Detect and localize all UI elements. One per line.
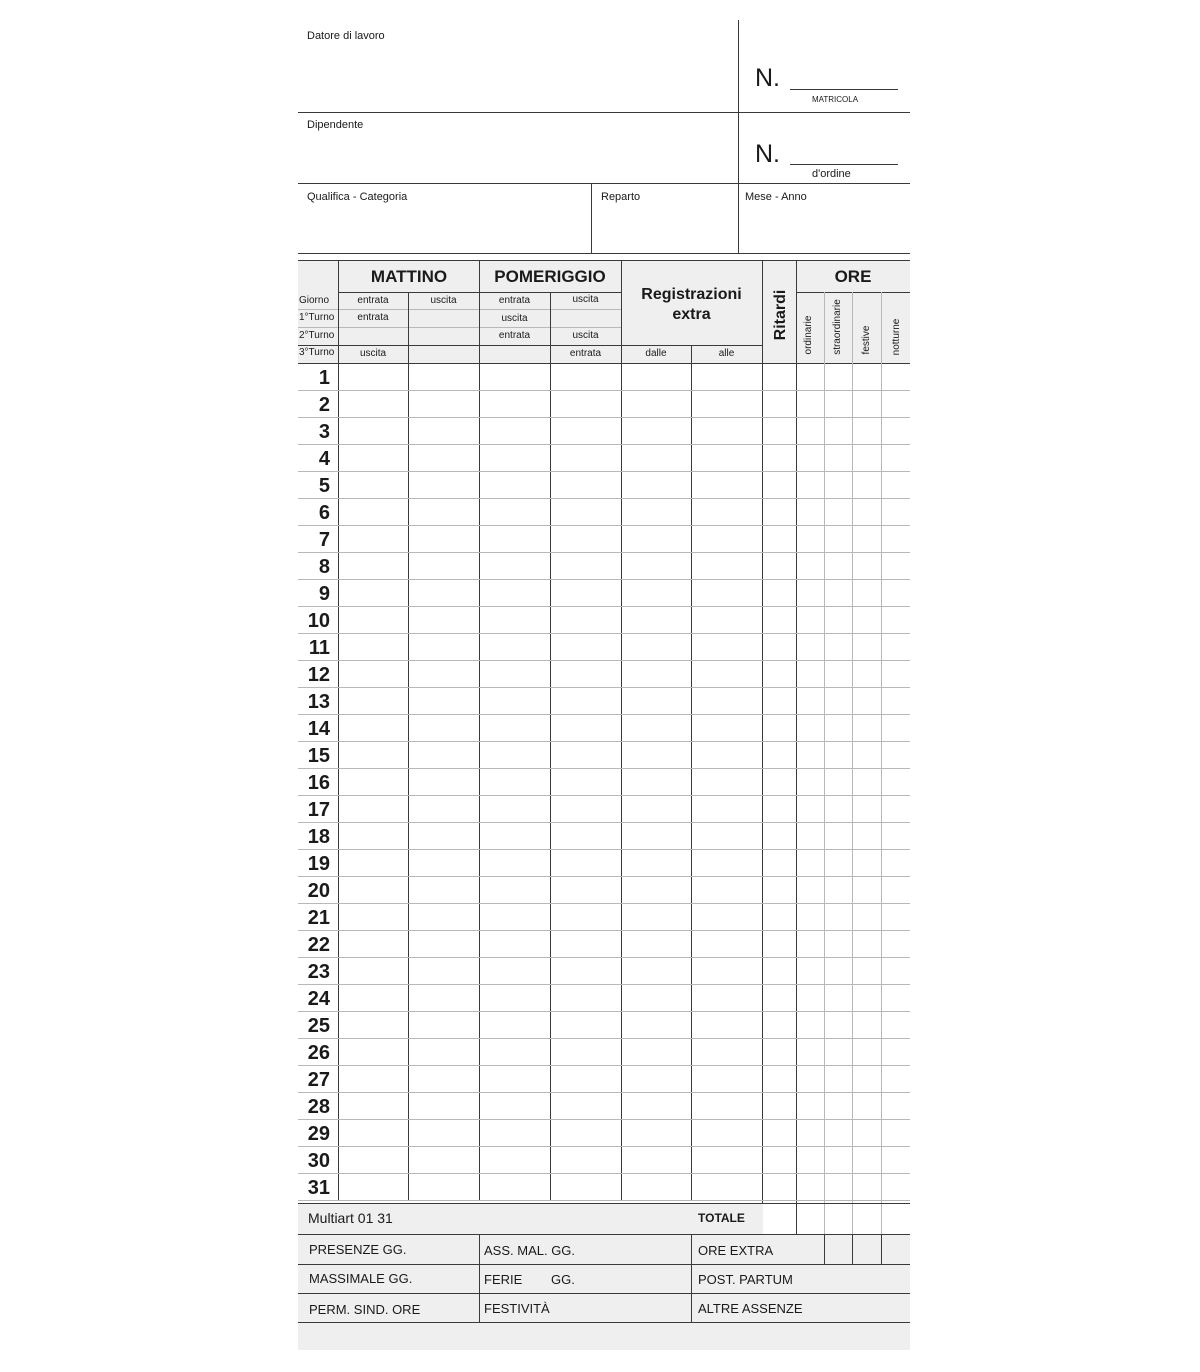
turno3-label: 3°Turno (299, 347, 335, 358)
table-row (298, 822, 910, 823)
ordine-n-label: N. (755, 140, 780, 168)
sub-column-divider (408, 292, 409, 1200)
table-row (298, 957, 910, 958)
day-number: 4 (318, 448, 330, 470)
day-number: 29 (307, 1123, 330, 1145)
turno1-entrata-label: entrata (357, 312, 389, 323)
turno3-uscita-label: uscita (359, 348, 387, 359)
ferie-gg-label: GG. (551, 1272, 575, 1287)
table-row (298, 633, 910, 634)
table-row (298, 417, 910, 418)
column-divider (762, 260, 763, 1200)
reparto-label: Reparto (601, 191, 641, 203)
massimale-label: MASSIMALE GG. (309, 1271, 413, 1286)
ordine-line[interactable] (790, 164, 898, 165)
ordine-label: d'ordine (812, 168, 851, 180)
header-rule (298, 253, 910, 254)
head-bottom-rule (298, 363, 910, 364)
footer-rule (298, 1234, 910, 1235)
column-divider (796, 1200, 797, 1234)
day-number: 19 (307, 853, 330, 875)
dalle-label: dalle (645, 348, 667, 359)
sub-column-divider (691, 345, 692, 1200)
ore-notturne-label: notturne (891, 318, 902, 356)
day-number: 5 (318, 475, 330, 497)
post-partum-label: POST. PARTUM (698, 1272, 793, 1287)
turno3-entrata-label: entrata (569, 348, 602, 359)
day-number: 21 (307, 907, 330, 929)
footer-rule (298, 1264, 910, 1265)
table-row (298, 1011, 910, 1012)
footer-rule (298, 1203, 910, 1204)
table-row (298, 1200, 910, 1201)
ore-extra-label: ORE EXTRA (698, 1243, 774, 1258)
day-number: 27 (307, 1069, 330, 1091)
reparto-divider (591, 183, 592, 253)
totale-label: TOTALE (698, 1211, 745, 1225)
employee-label: Dipendente (307, 119, 364, 131)
table-row (298, 1038, 910, 1039)
giorno-label: Giorno (299, 295, 330, 306)
table-row (298, 1173, 910, 1174)
presenze-label: PRESENZE GG. (309, 1242, 407, 1257)
table-row (298, 1146, 910, 1147)
turno1-uscita-label: uscita (501, 313, 528, 324)
column-divider (479, 260, 480, 1200)
ore-straordinarie-label: straordinarie (832, 299, 843, 355)
day-number: 18 (307, 826, 330, 848)
pomeriggio-entrata-label: entrata (498, 295, 531, 306)
pomeriggio-uscita-label: uscita (572, 294, 599, 305)
footer-rule (298, 1322, 910, 1323)
day-number: 1 (318, 367, 330, 389)
day-number: 30 (307, 1150, 330, 1172)
table-row (298, 1119, 910, 1120)
ore-festive-label: festive (861, 325, 872, 355)
turno2-entrata-label: entrata (498, 330, 531, 341)
day-number: 14 (307, 718, 330, 740)
header-divider (738, 20, 739, 253)
matricola-n-label: N. (755, 64, 780, 92)
day-number: 10 (307, 610, 330, 632)
day-number: 11 (308, 637, 330, 659)
column-divider (338, 260, 339, 1200)
ore-extra-box (824, 1234, 825, 1264)
day-number: 15 (307, 745, 330, 767)
footer-divider (691, 1234, 692, 1323)
turno1-label: 1°Turno (299, 312, 335, 323)
day-number: 12 (307, 664, 330, 686)
mattino-entrata-label: entrata (357, 295, 389, 306)
column-divider (621, 260, 622, 1200)
table-top-rule (298, 260, 910, 261)
turno2-uscita-label: uscita (572, 330, 599, 341)
table-row (298, 525, 910, 526)
day-number: 3 (318, 421, 330, 443)
day-number: 24 (307, 988, 330, 1010)
matricola-label: MATRICOLA (811, 95, 859, 104)
table-row (298, 1065, 910, 1066)
turno2-label: 2°Turno (299, 330, 335, 341)
table-row (298, 606, 910, 607)
table-row (298, 741, 910, 742)
ferie-label: FERIE (484, 1272, 523, 1287)
day-number: 16 (307, 772, 330, 794)
ore-heading: ORE (834, 267, 872, 286)
festivita-label: FESTIVITÀ (484, 1301, 550, 1316)
altre-assenze-label: ALTRE ASSENZE (698, 1301, 803, 1316)
mattino-uscita-label: uscita (430, 295, 457, 306)
employer-label: Datore di lavoro (307, 30, 385, 42)
registrazioni-heading: Registrazioni (641, 286, 742, 303)
day-number: 6 (318, 502, 330, 524)
day-number: 22 (307, 934, 330, 956)
day-number: 7 (318, 529, 330, 551)
time-card (298, 20, 910, 1350)
table-row (298, 390, 910, 391)
pomeriggio-heading: POMERIGGIO (494, 267, 606, 286)
table-row (298, 1092, 910, 1093)
table-row (298, 552, 910, 553)
day-number: 31 (307, 1177, 330, 1199)
ore-sub-rule (796, 292, 910, 293)
perm-sind-label: PERM. SIND. ORE (309, 1302, 421, 1317)
day-number: 20 (307, 880, 330, 902)
day-number: 26 (307, 1042, 330, 1064)
day-number: 13 (307, 691, 330, 713)
table-row (298, 768, 910, 769)
table-row (298, 876, 910, 877)
turno-rule (298, 345, 763, 346)
header-rule (298, 183, 910, 184)
column-divider (796, 260, 797, 1200)
table-row (298, 471, 910, 472)
turno-rule (298, 309, 621, 310)
turno-rule (298, 327, 621, 328)
extra-heading: extra (672, 306, 711, 323)
header-rule (298, 112, 910, 113)
ore-extra-box (881, 1234, 882, 1264)
table-row (298, 930, 910, 931)
ritardi-heading: Ritardi (772, 289, 789, 341)
footer-rule (298, 1293, 910, 1294)
alle-label: alle (718, 348, 735, 359)
day-number: 9 (318, 583, 330, 605)
table-row (298, 714, 910, 715)
day-number: 2 (318, 394, 330, 416)
day-number: 25 (307, 1015, 330, 1037)
ore-ordinarie-label: ordinarie (803, 315, 814, 355)
mese-anno-label: Mese - Anno (745, 191, 807, 203)
table-row (298, 444, 910, 445)
bottom-band (298, 1323, 910, 1350)
ass-mal-label: ASS. MAL. GG. (484, 1243, 576, 1258)
qualifica-label: Qualifica - Categoria (307, 191, 408, 203)
table-row (298, 795, 910, 796)
sub-column-divider (550, 292, 551, 1200)
table-row (298, 984, 910, 985)
mattino-heading: MATTINO (370, 267, 448, 286)
day-number: 8 (318, 556, 330, 578)
table-row (298, 903, 910, 904)
table-row (298, 579, 910, 580)
table-row (298, 660, 910, 661)
footer-divider (479, 1234, 480, 1323)
table-row (298, 687, 910, 688)
table-row (298, 849, 910, 850)
ore-extra-box (852, 1234, 853, 1264)
model-code: Multiart 01 31 (308, 1210, 393, 1226)
day-number: 28 (307, 1096, 330, 1118)
table-row (298, 498, 910, 499)
matricola-line[interactable] (790, 89, 898, 90)
day-number: 17 (307, 799, 330, 821)
day-number: 23 (307, 961, 330, 983)
